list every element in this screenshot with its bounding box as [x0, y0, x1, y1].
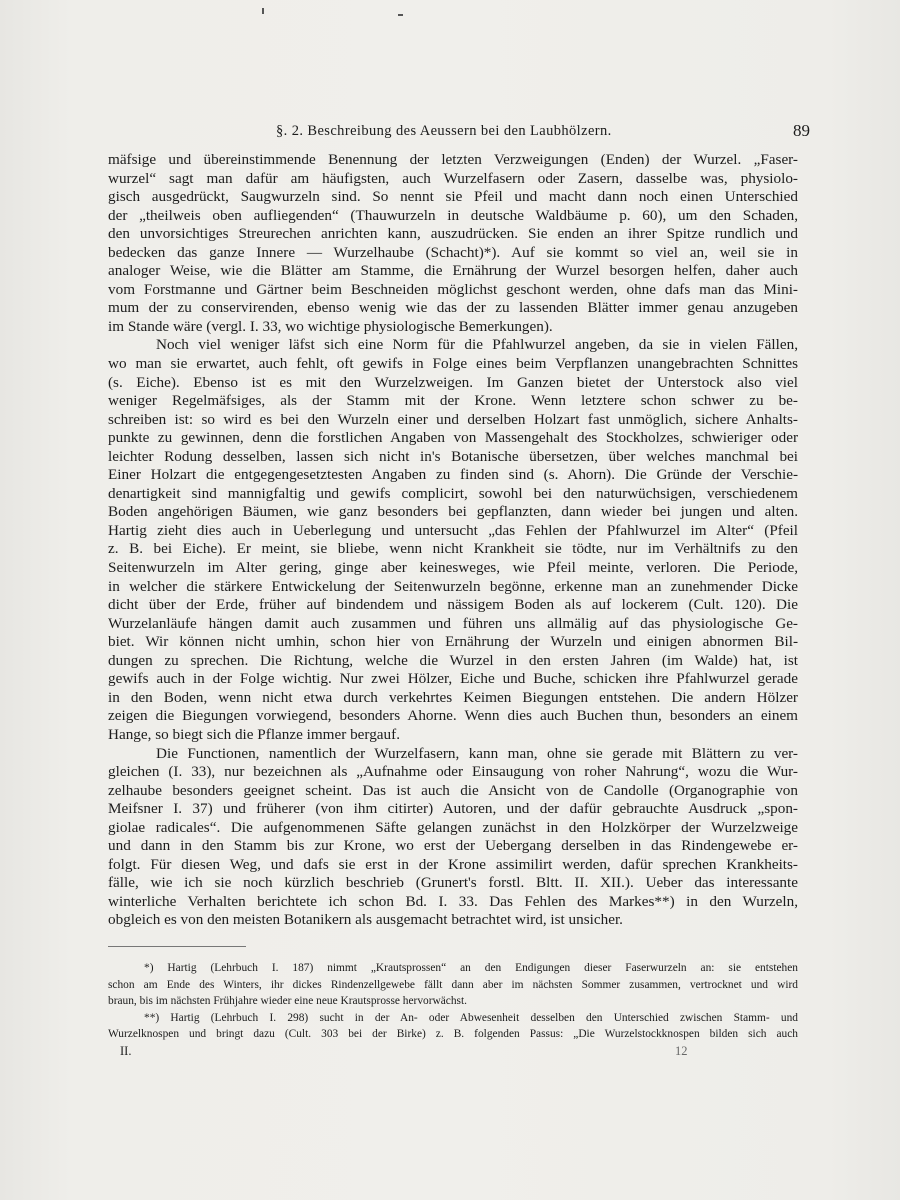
- body-line: wurzel“ sagt man dafür am häufigsten, auch Wurzelfasern oder Zasern, dasselbe was, physiolo-: [108, 169, 798, 187]
- footnote-line: *) Hartig (Lehrbuch I. 187) nimmt „Krautsprossen“ an den Endigungen dieser Faserwurzeln an: sie entstehen: [144, 962, 798, 974]
- body-line: weniger Regelmäfsiges, als der Stamm mit der Krone. Wenn letztere schon schwer zu be-: [108, 392, 798, 410]
- body-line: biet. Wir können nicht umhin, schon hier von Ernährung der Wurzeln und einigen abnormen Bil-: [108, 633, 798, 651]
- footnote-line: **) Hartig (Lehrbuch I. 298) sucht in der An- oder Abwesenheit desselben den Unterschied zwischen Stamm- und: [144, 1011, 798, 1024]
- footnote-line: Wurzelknospen und bringt dazu (Cult. 303 bei der Birke) z. B. folgenden Passus: „Die Wurzelstockknospen bilden sich auch: [108, 1028, 798, 1040]
- body-line: gleichen (I. 33), nur bezeichnen als „Aufnahme oder Einsaugung von roher Nahrung“, wozu die Wur-: [108, 763, 798, 781]
- body-line: in den Boden, wenn nicht etwa durch verkehrtes Keimen Biegungen entstehen. Die andern Hölzer: [108, 688, 798, 706]
- body-line: mum der zu conservirenden, ebenso wenig wie das der zu lassenden Blätter immer genau anzugeben: [108, 299, 798, 317]
- body-line: folgt. Für diesen Weg, und dafs sie erst in der Krone assimilirt werden, dafür sprechen Krankheits-: [108, 855, 798, 873]
- footnote-line: braun, bis im nächsten Frühjahre wieder eine neue Krautsprosse hervorwächst.: [108, 995, 468, 1007]
- body-line: vom Forstmanne und Gärtner beim Beschneiden möglichst geschont werden, ohne dafs man das Mini-: [108, 280, 798, 298]
- body-line: Seitenwurzeln im Alter gering, ginge aber keinesweges, wie Pfeil meinte, verloren. Die Periode,: [108, 559, 798, 577]
- body-line: Hartig zieht dies auch in Ueberlegung und untersucht „das Fehlen der Pfahlwurzel im Alter“ (Pfeil: [108, 521, 798, 539]
- body-line: Wurzelanläufe hängen damit auch zusammen und führen uns allmälig auf das physiologische Ge-: [108, 614, 798, 632]
- body-line: dicht über der Erde, früher auf bindendem und nässigem Boden als auf lockerem (Cult. 120). Die: [108, 596, 798, 614]
- body-line: Die Functionen, namentlich der Wurzelfasern, kann man, ohne sie gerade mit Blättern zu ver-: [156, 744, 798, 762]
- footnotes: [108, 960, 798, 1043]
- body-line: leichter Rodung desselben, lassen sich nicht in's Botanische übersetzen, über welches manchmal bei: [108, 447, 798, 465]
- body-line: fälle, wie ich sie noch kürzlich beschrieb (Grunert's forstl. Bltt. II. XII.). Ueber das interessante: [108, 874, 798, 892]
- scan-speck: [398, 14, 403, 16]
- body-line: schreiben ist: so wird es bei den Wurzeln einer und derselben Holzart fast unmöglich, sichere Anhalts-: [108, 410, 798, 428]
- page-number: 89: [793, 121, 810, 140]
- body-line: gewifs auch in der Folge wichtig. Nur zwei Hölzer, Eiche und Buche, schicken ihre Pfahlwurzel gerade: [108, 670, 798, 688]
- body-line: giolae radicales“. Die aufgenommenen Säfte gelangen zunächst in den Holzkörper der Wurzelzweige: [108, 818, 798, 836]
- body-line: Hange, so biegt sich die Pflanze immer bergauf.: [108, 725, 400, 743]
- body-line: analoger Weise, wie die Blätter am Stamme, die Ernährung der Wurzel besorgen helfen, daher auch: [108, 262, 798, 280]
- body-line: wo man sie erwartet, auch fehlt, oft gewifs in Folge eines beim Verpflanzen unangebrachten Schnittes: [108, 355, 798, 373]
- scan-speck: [262, 8, 264, 14]
- body-line: Noch viel weniger läfst sich eine Norm für die Pfahlwurzel angeben, da sie in vielen Fällen,: [156, 336, 798, 354]
- body-line: Meifsner I. 37) und früherer (von ihm citirter) Autoren, und der dafür gebrauchte Ausdruck „spon-: [108, 800, 798, 818]
- body-line: punkte zu gewinnen, denn die forstlichen Angaben von Massengehalt des Stockholzes, schwieriger oder: [108, 429, 798, 447]
- body-line: in welcher die stärkere Entwickelung der Seitenwurzeln begönne, erkenne man an zunehmender Dicke: [108, 577, 798, 595]
- body-line: z. B. bei Eiche). Er meint, sie bliebe, wenn nicht Krankheit sie tödte, nur im Verhältnifs zu den: [108, 540, 798, 558]
- body-line: (s. Eiche). Ebenso ist es mit den Wurzelzweigen. Im Ganzen bietet der Unterstock also viel: [108, 373, 798, 391]
- running-title: §. 2. Beschreibung des Aeussern bei den Laubhölzern.: [276, 123, 612, 139]
- body-line: winterliche Verhalten berichtete ich schon Bd. I. 33. Das Fehlen des Markes**) in den Wurzeln,: [108, 892, 798, 910]
- body-line: der „theilweis oben aufliegenden“ (Thauwurzeln in deutsche Waldbäume p. 60), um den Schaden,: [108, 206, 798, 224]
- body-line: obgleich es von den meisten Botanikern als ausgemacht betrachtet wird, ist unsicher.: [108, 911, 623, 929]
- footnote-divider: [108, 946, 246, 947]
- body-line: Einer Holzart die entgegengesetztesten Angaben zu finden sind (s. Ahorn). Die Gründe der Verschie-: [108, 466, 798, 484]
- body-text: [108, 151, 798, 930]
- body-line: und dann in den Stamm bis zur Krone, wo erst der Uebergang derselben in das Rindengewebe er-: [108, 837, 798, 855]
- body-line: mäfsige und übereinstimmende Benennung der letzten Verzweigungen (Enden) der Wurzel. „Faser-: [108, 151, 798, 168]
- signature-mark: II.: [120, 1044, 132, 1058]
- body-line: gisch ausgedrückt, Saugwurzeln sind. So nennt sie Pfeil und macht dann noch einen Unterschied: [108, 188, 798, 206]
- body-line: dungen zu sprechen. Die Richtung, welche die Wurzel in den ersten Jahren (im Walde) hat, ist: [108, 651, 798, 669]
- footnote-line: schon am Ende des Winters, ihr dickes Rindenzellgewebe fällt dann aber im nächsten Sommer zusammen, vertrocknet und wird: [108, 978, 798, 991]
- body-line: denartigkeit sind mannigfaltig und gewifs complicirt, sowohl bei den naturwüchsigen, verschiedenem: [108, 484, 798, 502]
- sheet-number: 12: [675, 1044, 688, 1058]
- body-line: den unvorsichtiges Streurechen anrichten kann, auszudrücken. Sie enden an ihrer Spitze rundlich und: [108, 225, 798, 243]
- body-line: zelhaube besonders geeignet scheint. Das ist auch die Ansicht von de Candolle (Organographie von: [108, 781, 798, 799]
- body-line: Boden angehörigen Bäumen, wie ganz besonders bei gepflanzten, dann wieder bei jungen und alten.: [108, 503, 798, 521]
- body-line: bedecken das ganze Innere — Wurzelhaube (Schacht)*). Auf sie kommt so viel an, weil sie in: [108, 243, 798, 261]
- body-line: zeigen die Biegungen vorwiegend, besonders Ahorne. Wenn dies auch Buchen thun, besonders an einem: [108, 707, 798, 725]
- body-line: im Stande wäre (vergl. I. 33, wo wichtige physiologische Bemerkungen).: [108, 317, 553, 335]
- running-header: [108, 121, 810, 143]
